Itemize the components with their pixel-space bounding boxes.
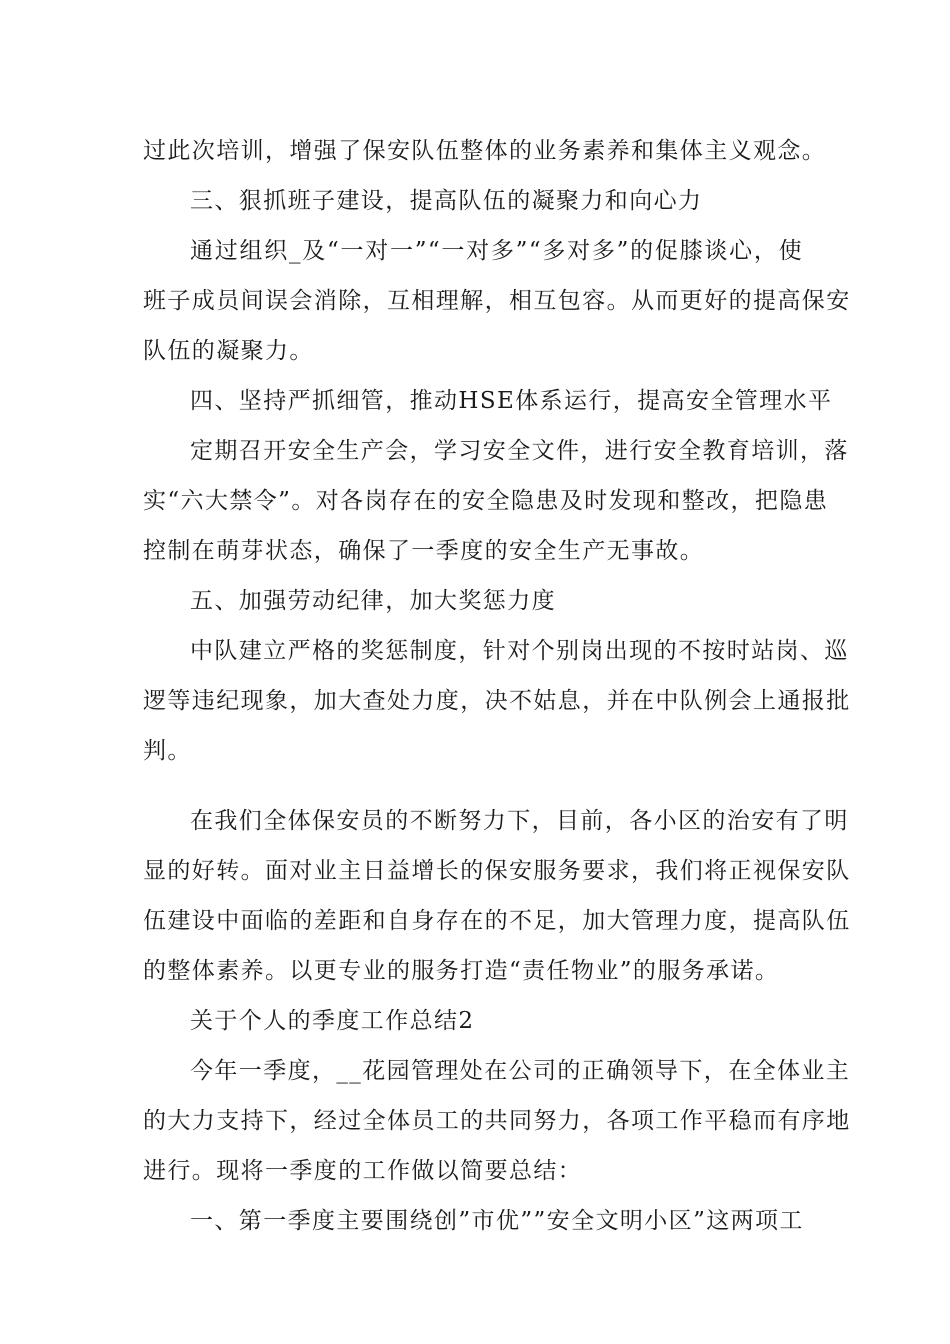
text-line: 控制在萌芽状态，确保了一季度的安全生产无事故。 <box>143 538 705 564</box>
text-line: 的整体素养。以更专业的服务打造“责任物业”的服务承诺。 <box>143 958 780 984</box>
text-line: 进行。现将一季度的工作做以简要总结： <box>143 1158 583 1184</box>
text-line: 逻等违纪现象，加大查处力度，决不姑息，并在中队例会上通报批 <box>143 688 851 714</box>
text-line: 在我们全体保安员的不断努力下，目前，各小区的治安有了明 <box>190 808 849 834</box>
section-heading: 四、坚持严抓细管，推动HSE体系运行，提高安全管理水平 <box>190 388 833 414</box>
text-line: 中队建立严格的奖惩制度，针对个别岗出现的不按时站岗、巡 <box>190 638 849 664</box>
text-line: 的大力支持下，经过全体员工的共同努力，各项工作平稳而有序地 <box>143 1108 851 1134</box>
text-line: 过此次培训，增强了保安队伍整体的业务素养和集体主义观念。 <box>143 138 827 164</box>
section-heading: 五、加强劳动纪律，加大奖惩力度 <box>190 588 556 614</box>
text-line: 今年一季度，__花园管理处在公司的正确领导下，在全体业主 <box>190 1058 851 1084</box>
text-line: 一、第一季度主要围绕创”市优””安全文明小区”这两项工 <box>190 1208 804 1234</box>
text-line: 实“六大禁令”。对各岗存在的安全隐患及时发现和整改，把隐患 <box>143 488 829 514</box>
text-line: 通过组织_及“一对一”“一对多”“多对多”的促膝谈心，使 <box>190 238 803 264</box>
section-heading: 三、狠抓班子建设，提高队伍的凝聚力和向心力 <box>190 188 703 214</box>
text-line: 定期召开安全生产会，学习安全文件，进行安全教育培训，落 <box>190 438 849 464</box>
text-line: 伍建设中面临的差距和自身存在的不足，加大管理力度，提高队伍 <box>143 908 851 934</box>
text-line: 显的好转。面对业主日益增长的保安服务要求，我们将正视保安队 <box>143 858 851 884</box>
text-line: 队伍的凝聚力。 <box>143 338 314 364</box>
section-title: 关于个人的季度工作总结2 <box>190 1008 475 1034</box>
text-line: 班子成员间误会消除，互相理解，相互包容。从而更好的提高保安 <box>143 288 851 314</box>
text-line: 判。 <box>143 738 192 764</box>
